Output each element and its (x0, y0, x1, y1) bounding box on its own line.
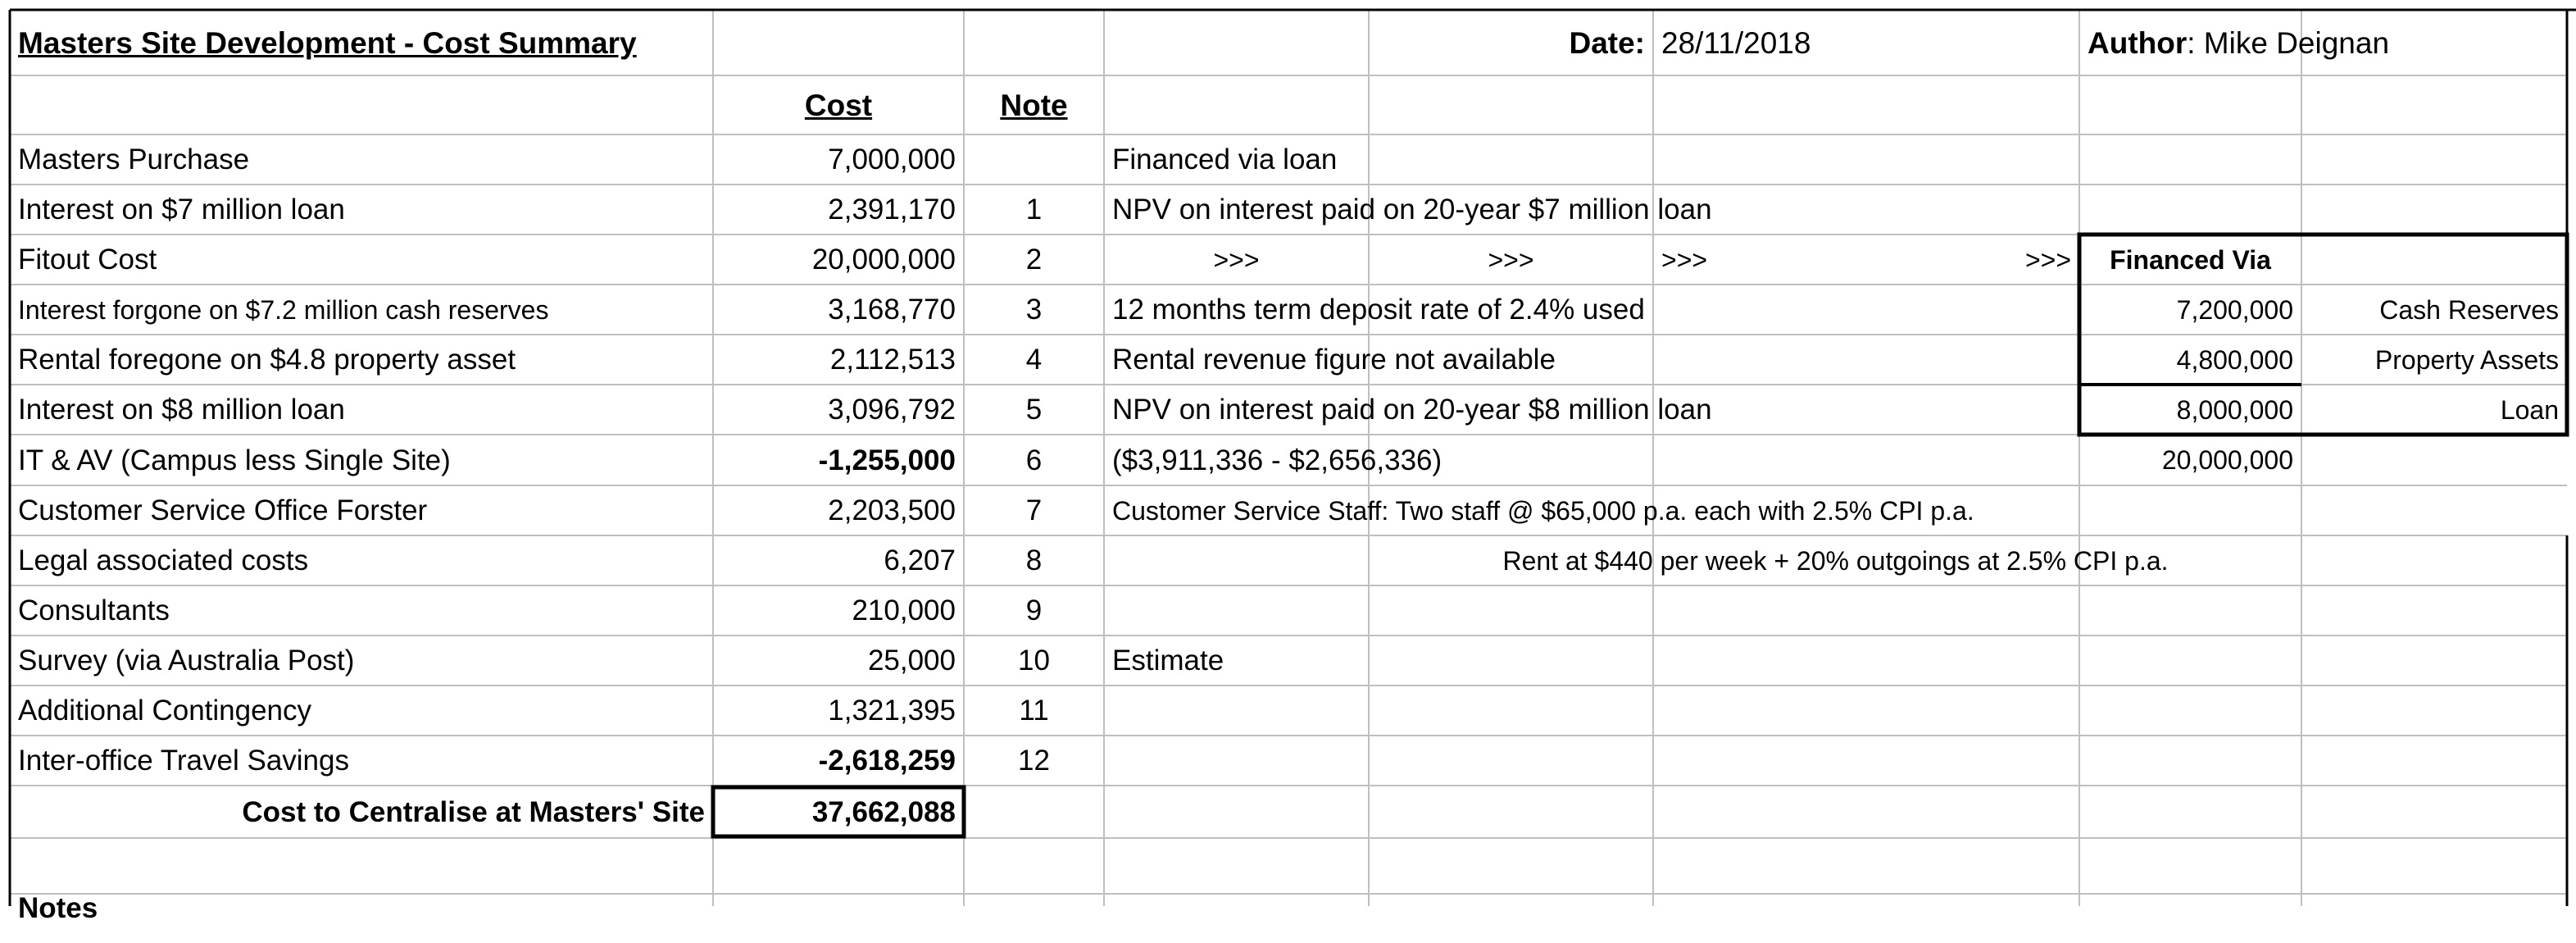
row-note: 7 (1025, 494, 1043, 526)
arrow-marker: >>> (1488, 244, 1534, 275)
cost-column-header: Cost (804, 88, 873, 122)
row-label: Rental foregone on $4.8 property asset (18, 344, 516, 376)
row-note: 12 (1018, 745, 1050, 777)
row-label: Fitout Cost (18, 244, 157, 276)
author-value: : Mike Deignan (2187, 25, 2390, 60)
date-label: Date: (1569, 25, 1645, 60)
row-comment: Rental revenue figure not available (1112, 344, 1556, 376)
row-label: Interest on $7 million loan (18, 194, 345, 226)
row-cost: -1,255,000 (818, 444, 956, 476)
financed-via-header: Financed Via (2110, 244, 2271, 275)
row-comment: NPV on interest paid on 20-year $7 million loan (1112, 194, 1712, 226)
note-column-header: Note (1000, 88, 1068, 122)
row-note: 1 (1025, 194, 1043, 226)
row-note: 9 (1025, 594, 1043, 626)
row-cost: 25,000 (867, 645, 956, 676)
row-cost: 2,203,500 (828, 494, 956, 526)
row-note: 5 (1025, 394, 1043, 426)
row-label: Inter-office Travel Savings (18, 745, 349, 777)
financed-via-amount: 7,200,000 (2176, 294, 2293, 325)
row-comment: Rent at $440 per week + 20% outgoings at 2.5% CPI p.a. (1502, 545, 2169, 576)
row-cost: 3,168,770 (828, 294, 956, 326)
row-note: 11 (1019, 695, 1049, 727)
row-label: Interest forgone on $7.2 million cash reserves (18, 294, 549, 325)
row-label: Masters Purchase (18, 144, 250, 175)
arrow-marker: >>> (2024, 244, 2071, 275)
row-cost: -2,618,259 (818, 745, 956, 777)
page-title: Masters Site Development - Cost Summary (18, 25, 637, 60)
row-cost: 7,000,000 (828, 144, 956, 175)
row-cost: 20,000,000 (811, 244, 956, 276)
row-cost: 3,096,792 (828, 394, 956, 426)
row-label: Survey (via Australia Post) (18, 645, 355, 676)
row-label: IT & AV (Campus less Single Site) (18, 444, 451, 476)
row-cost: 2,112,513 (829, 344, 956, 376)
financed-via-source: Loan (2500, 394, 2559, 425)
row-note: 6 (1025, 444, 1043, 476)
financed-via-amount: 8,000,000 (2176, 394, 2293, 425)
row-note: 2 (1025, 244, 1043, 276)
row-comment: ($3,911,336 - $2,656,336) (1112, 444, 1442, 476)
financed-via-source: Property Assets (2374, 344, 2559, 375)
row-label: Consultants (18, 594, 170, 626)
total-label: Cost to Centralise at Masters' Site (242, 795, 705, 828)
row-label: Interest on $8 million loan (18, 394, 345, 426)
row-note: 10 (1018, 645, 1050, 676)
arrow-marker: >>> (1213, 244, 1260, 275)
row-cost: 1,321,395 (828, 695, 956, 727)
row-comment: Estimate (1112, 645, 1224, 676)
row-label: Customer Service Office Forster (18, 494, 428, 526)
arrow-marker: >>> (1661, 244, 1708, 275)
row-note: 4 (1025, 344, 1043, 376)
financed-via-total: 20,000,000 (2161, 445, 2293, 475)
author-label: Author (2088, 25, 2188, 60)
row-comment: NPV on interest paid on 20-year $8 million loan (1112, 394, 1712, 426)
row-comment: Financed via loan (1112, 144, 1338, 175)
financed-via-amount: 4,800,000 (2176, 344, 2293, 375)
row-label: Additional Contingency (18, 695, 312, 727)
row-cost: 2,391,170 (828, 194, 956, 226)
date-value: 28/11/2018 (1661, 25, 1811, 60)
row-note: 8 (1025, 544, 1043, 576)
row-cost: 210,000 (852, 594, 956, 626)
row-comment: 12 months term deposit rate of 2.4% used (1112, 294, 1645, 326)
total-value: 37,662,088 (811, 795, 956, 828)
financed-via-source: Cash Reserves (2379, 294, 2559, 325)
row-note (964, 134, 1104, 184)
author-field (2079, 10, 2567, 75)
row-label: Legal associated costs (18, 544, 309, 576)
row-note: 3 (1025, 294, 1043, 326)
row-comment: Customer Service Staff: Two staff @ $65,000 p.a. each with 2.5% CPI p.a. (1112, 495, 1974, 526)
row-cost: 6,207 (884, 544, 956, 576)
notes-heading: Notes (18, 892, 98, 924)
